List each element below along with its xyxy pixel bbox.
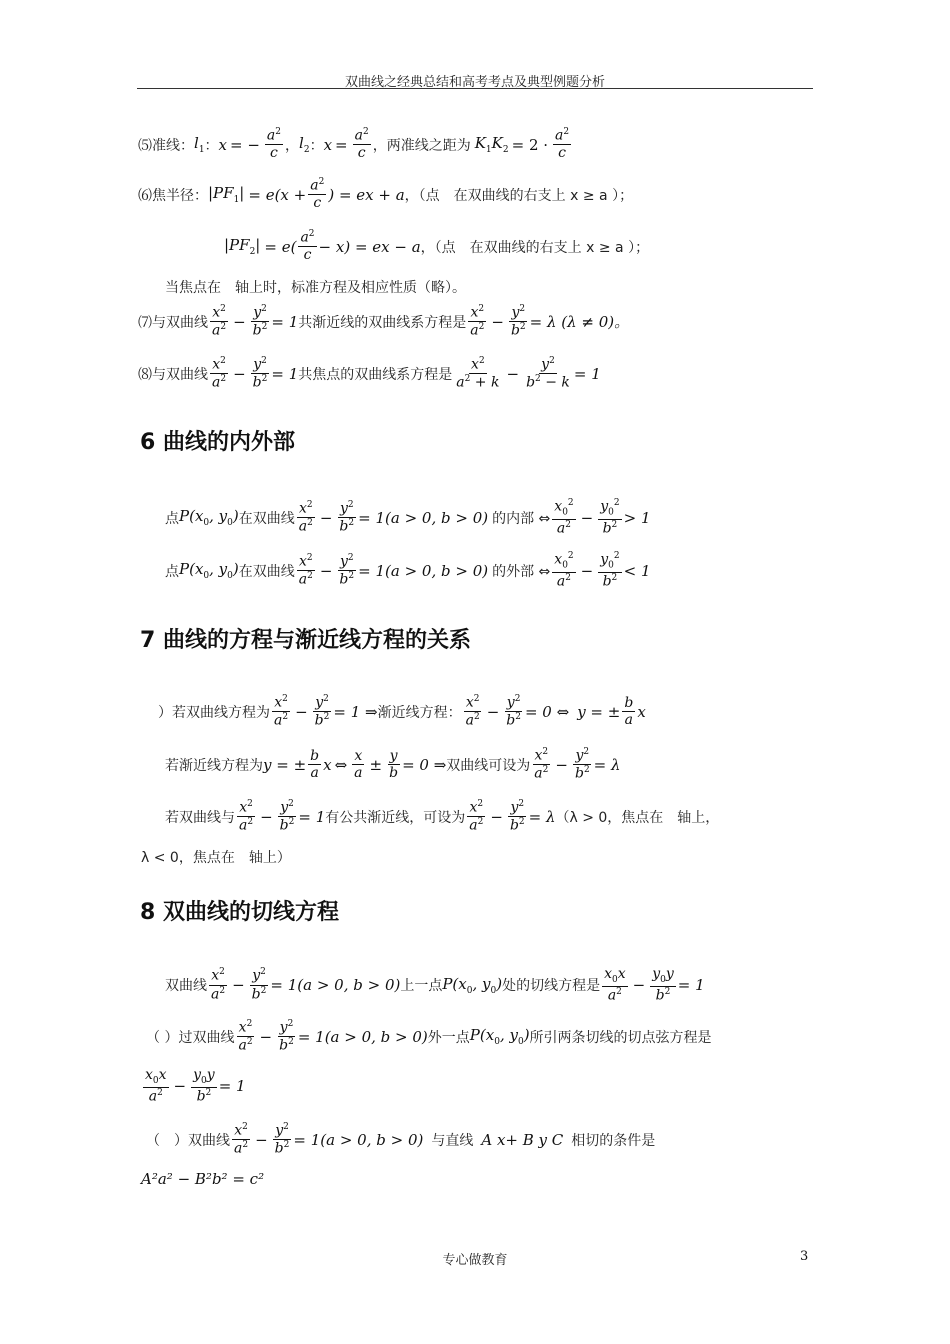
sec8-l1-mid: 上一点 — [400, 978, 443, 995]
sec7-l2-mid: 双曲线可设为 — [446, 757, 531, 774]
section-6-title: 6 曲线的内外部 — [140, 430, 295, 455]
item8-eq1: = 1 — [271, 364, 299, 383]
interior-pre: 点 — [165, 510, 179, 527]
x-equals: x — [218, 135, 228, 154]
item7-tail: = λ (λ ≠ 0)。 — [529, 313, 630, 332]
pf1-tail: ) = ex + a — [328, 185, 405, 204]
sec8-line-2: （ ）过双曲线 $\frac{x^2}{a^2}$ − $\frac{y^2}{b^2}$ = 1(a > 0, b > 0) 外一点 $P(x_0$, $y_0$) 所引两条切线的切点弦方程是 — [146, 1019, 712, 1054]
header-rule — [137, 88, 813, 89]
sec7-l1-eq: = 1 ⇒ — [333, 702, 378, 721]
confocal-family-line: ⑻与双曲线 $\frac{x^2}{a^2}$ − $\frac{y^2}{b^2}$ = 1 共焦点的双曲线系方程是 $\frac{x^2}{a^2 + k}$ − $\frac{y^2}{b^2 - k}$ = 1 — [138, 356, 601, 391]
sec8-l2-cond: = 1(a > 0, b > 0) — [297, 1027, 428, 1046]
sec7-l3-eq: = 1 — [298, 807, 326, 826]
footer-center: 专心做教育 — [442, 1253, 508, 1268]
note2: ，（点 在双曲线的右支上 x ≥ a ）； — [420, 239, 650, 256]
item7-label: ⑺与双曲线 — [138, 314, 208, 331]
pf1-rest: = e(x + — [248, 185, 307, 204]
sec8-line-5 — [141, 1170, 264, 1188]
interior-rel: > 1 — [623, 508, 651, 527]
sec8-l4-tail: 相切的条件是 — [571, 1132, 656, 1149]
frac-a2-c-3: $\frac{a^2}{c}$ — [555, 127, 570, 162]
exterior-pre: 点 — [165, 563, 179, 580]
frac-a2-c: $\frac{a^2}{c}$ — [266, 127, 282, 162]
sec7-l1-y: y = ± — [577, 702, 621, 721]
interior-line: 点 $P(x_0$, $y_0$) 在双曲线 $\frac{x^2}{a^2}$ − $\frac{y^2}{b^2}$ = 1(a > 0, b > 0) 的内部 ⇔ $\frac{x_0^2}{a^2}$ − $\frac{y_0^2}{b^2}$ > 1 — [165, 498, 651, 537]
item8-label: ⑻与双曲线 — [138, 366, 208, 383]
sec7-l1-pre: ）若双曲线方程为 — [158, 704, 270, 721]
directrix-label: ⑸准线： — [138, 137, 194, 154]
sec8-l4-line: A x+ B y C — [481, 1130, 564, 1149]
y-axis-note-text: 当焦点在 轴上时，标准方程及相应性质（略）。 — [165, 280, 466, 296]
point-p-2: $P(x_0$, $y_0$) — [179, 560, 239, 582]
sec7-l3-pre: 若双曲线与 — [165, 809, 235, 826]
exterior-rel: < 1 — [623, 561, 651, 580]
kk: $K_1K_2$ — [474, 134, 509, 156]
item8-mid: 共焦点的双曲线系方程是 — [298, 366, 453, 383]
sec8-l1-cond: = 1(a > 0, b > 0) — [270, 976, 401, 995]
exterior-line: 点 $P(x_0$, $y_0$) 在双曲线 $\frac{x^2}{a^2}$ − $\frac{y^2}{b^2}$ = 1(a > 0, b > 0) 的外部 ⇔ $\frac{x_0^2}{a^2}$ − $\frac{y_0^2}{b^2}$ < 1 — [165, 551, 651, 590]
exterior-cond: = 1(a > 0, b > 0) — [358, 561, 489, 580]
frac-a2-c-2: $\frac{a^2}{c}$ — [354, 127, 369, 162]
sec7-l1-eq2: = 0 ⇔ — [524, 702, 570, 721]
sec7-l3-note: （λ > 0，焦点在 轴上， — [555, 809, 720, 826]
sec8-l4-mid: 与直线 — [431, 1132, 474, 1149]
sec8-l2-pre: （ ）过双曲线 — [146, 1029, 235, 1046]
interior-cond: = 1(a > 0, b > 0) — [358, 508, 489, 527]
l1-symbol: $l_1$ — [194, 134, 205, 156]
pf2-rest: = e( — [264, 237, 297, 256]
sec7-line-2: 若渐近线方程为 y = ± $\frac{b}{a}$ x ⇔ $\frac{x}{a}$ ± $\frac{y}{b}$ = 0 ⇒ 双曲线可设为 $\frac{x^2}{a^2}$ − $\frac{y^2}{b^2}$ = λ — [165, 747, 621, 782]
section-8-title: 8 双曲线的切线方程 — [140, 900, 339, 925]
sec8-l2-tail: 所引两条切线的切点弦方程是 — [529, 1029, 712, 1046]
point-p: $P(x_0$, $y_0$) — [179, 507, 239, 529]
interior-where: 的内部 ⇔ — [492, 510, 551, 527]
colon: ： — [204, 137, 219, 154]
focal-label: ⑹焦半径： — [138, 187, 208, 204]
sec8-l4-pre: （ ）双曲线 — [146, 1132, 230, 1149]
sec8-l5-text: A²a² − B²b² = c² — [141, 1170, 265, 1188]
sec8-l3-tail: = 1 — [218, 1077, 246, 1096]
page-header: 双曲线之经典总结和高考考点及典型例题分析 — [344, 75, 605, 90]
sec7-line-1: ）若双曲线方程为 $\frac{x^2}{a^2}$ − $\frac{y^2}{b^2}$ = 1 ⇒ 渐近线方程： $\frac{x^2}{a^2}$ − $\frac{y^2}{b^2}$ = 0 ⇔ y = ± $\frac{b}{a}$ x — [158, 694, 646, 729]
focal-radius-line-1: ⑹焦半径： $|PF_1|$ = e(x + $\frac{a^2}{c}$ ) = ex + a ，（点 在双曲线的右支上 x ≥ a ）； — [138, 177, 634, 212]
sec7-l3-tail: = λ — [528, 807, 556, 826]
sec7-l2-arrow: ⇔ — [334, 755, 348, 774]
y-axis-note — [165, 277, 466, 297]
sec8-l4-cond: = 1(a > 0, b > 0) — [293, 1130, 424, 1149]
sec7-l2-y: y = ± — [263, 755, 307, 774]
sec8-l1-mid2: 处的切线方程是 — [502, 978, 601, 995]
sec8-l2-mid: 外一点 — [427, 1029, 470, 1046]
sec7-l4-text: λ < 0，焦点在 轴上） — [141, 850, 291, 866]
dist-label: ，两准线之距为 — [372, 137, 471, 154]
item8-tail: = 1 — [573, 364, 601, 383]
sec7-l1-mid: 渐近线方程： — [377, 704, 462, 721]
comma: ， — [285, 137, 300, 154]
sec7-l3-mid: 有公共渐近线，可设为 — [325, 809, 466, 826]
sec7-line-3: 若双曲线与 $\frac{x^2}{a^2}$ − $\frac{y^2}{b^2}$ = 1 有公共渐近线，可设为 $\frac{x^2}{a^2}$ − $\frac{y^2}{b^2}$ = λ （λ > 0，焦点在 轴上， — [165, 799, 720, 834]
note1: ，（点 在双曲线的右支上 x ≥ a ）； — [404, 187, 634, 204]
pf2-tail: − x) = ex − a — [318, 237, 421, 256]
pf2: $|PF_2|$ — [224, 236, 261, 258]
sec7-l2-pre: 若渐近线方程为 — [165, 757, 263, 774]
section-7-title: 7 曲线的方程与渐近线方程的关系 — [140, 628, 471, 653]
exterior-mid: 在双曲线 — [238, 563, 295, 580]
sec7-l2-tail: = λ — [593, 755, 621, 774]
pf1: $|PF_1|$ — [208, 184, 245, 206]
page-number: 3 — [800, 1249, 809, 1264]
item7-eq1: = 1 — [271, 312, 299, 331]
exterior-where: 的外部 ⇔ — [492, 563, 551, 580]
sec7-line-4 — [141, 847, 291, 867]
asymptote-family-line: ⑺与双曲线 $\frac{x^2}{a^2}$ − $\frac{y^2}{b^2}$ = 1 共渐近线的双曲线系方程是 $\frac{x^2}{a^2}$ − $\frac{y^2}{b^2}$ = λ (λ ≠ 0)。 — [138, 304, 630, 339]
sec8-line-3: $\frac{x_0x}{a^2}$ − $\frac{y_0y}{b^2}$ = 1 — [145, 1067, 246, 1105]
focal-radius-line-2: $|PF_2|$ = e( $\frac{a^2}{c}$ − x) = ex − a ，（点 在双曲线的右支上 x ≥ a ）； — [224, 229, 650, 264]
directrix-line: ⑸准线： $l_1$ ： x = − $\frac{a^2}{c}$ ， $l_2$ ： x = $\frac{a^2}{c}$ ，两准线之距为 $K_1K_2$ = 2 · $\frac{a^2}{c}$ — [138, 127, 570, 162]
sec8-line-1: 双曲线 $\frac{x^2}{a^2}$ − $\frac{y^2}{b^2}$ = 1(a > 0, b > 0) 上一点 $P(x_0$, $y_0$) 处的切线方程是 $\frac{x_0x}{a^2}$ − $\frac{y_0y}{b^2}$ = 1 — [165, 966, 705, 1004]
l2-symbol: $l_2$ — [299, 134, 310, 156]
item7-mid: 共渐近线的双曲线系方程是 — [298, 314, 467, 331]
interior-mid: 在双曲线 — [238, 510, 295, 527]
sec8-l1-pre: 双曲线 — [165, 978, 207, 995]
sec8-line-4: （ ）双曲线 $\frac{x^2}{a^2}$ − $\frac{y^2}{b^2}$ = 1(a > 0, b > 0) 与直线 A x+ B y C 相切的条件是 — [146, 1122, 656, 1157]
sec8-l1-tail: = 1 — [677, 976, 705, 995]
sec7-l2-eq: = 0 ⇒ — [402, 755, 447, 774]
